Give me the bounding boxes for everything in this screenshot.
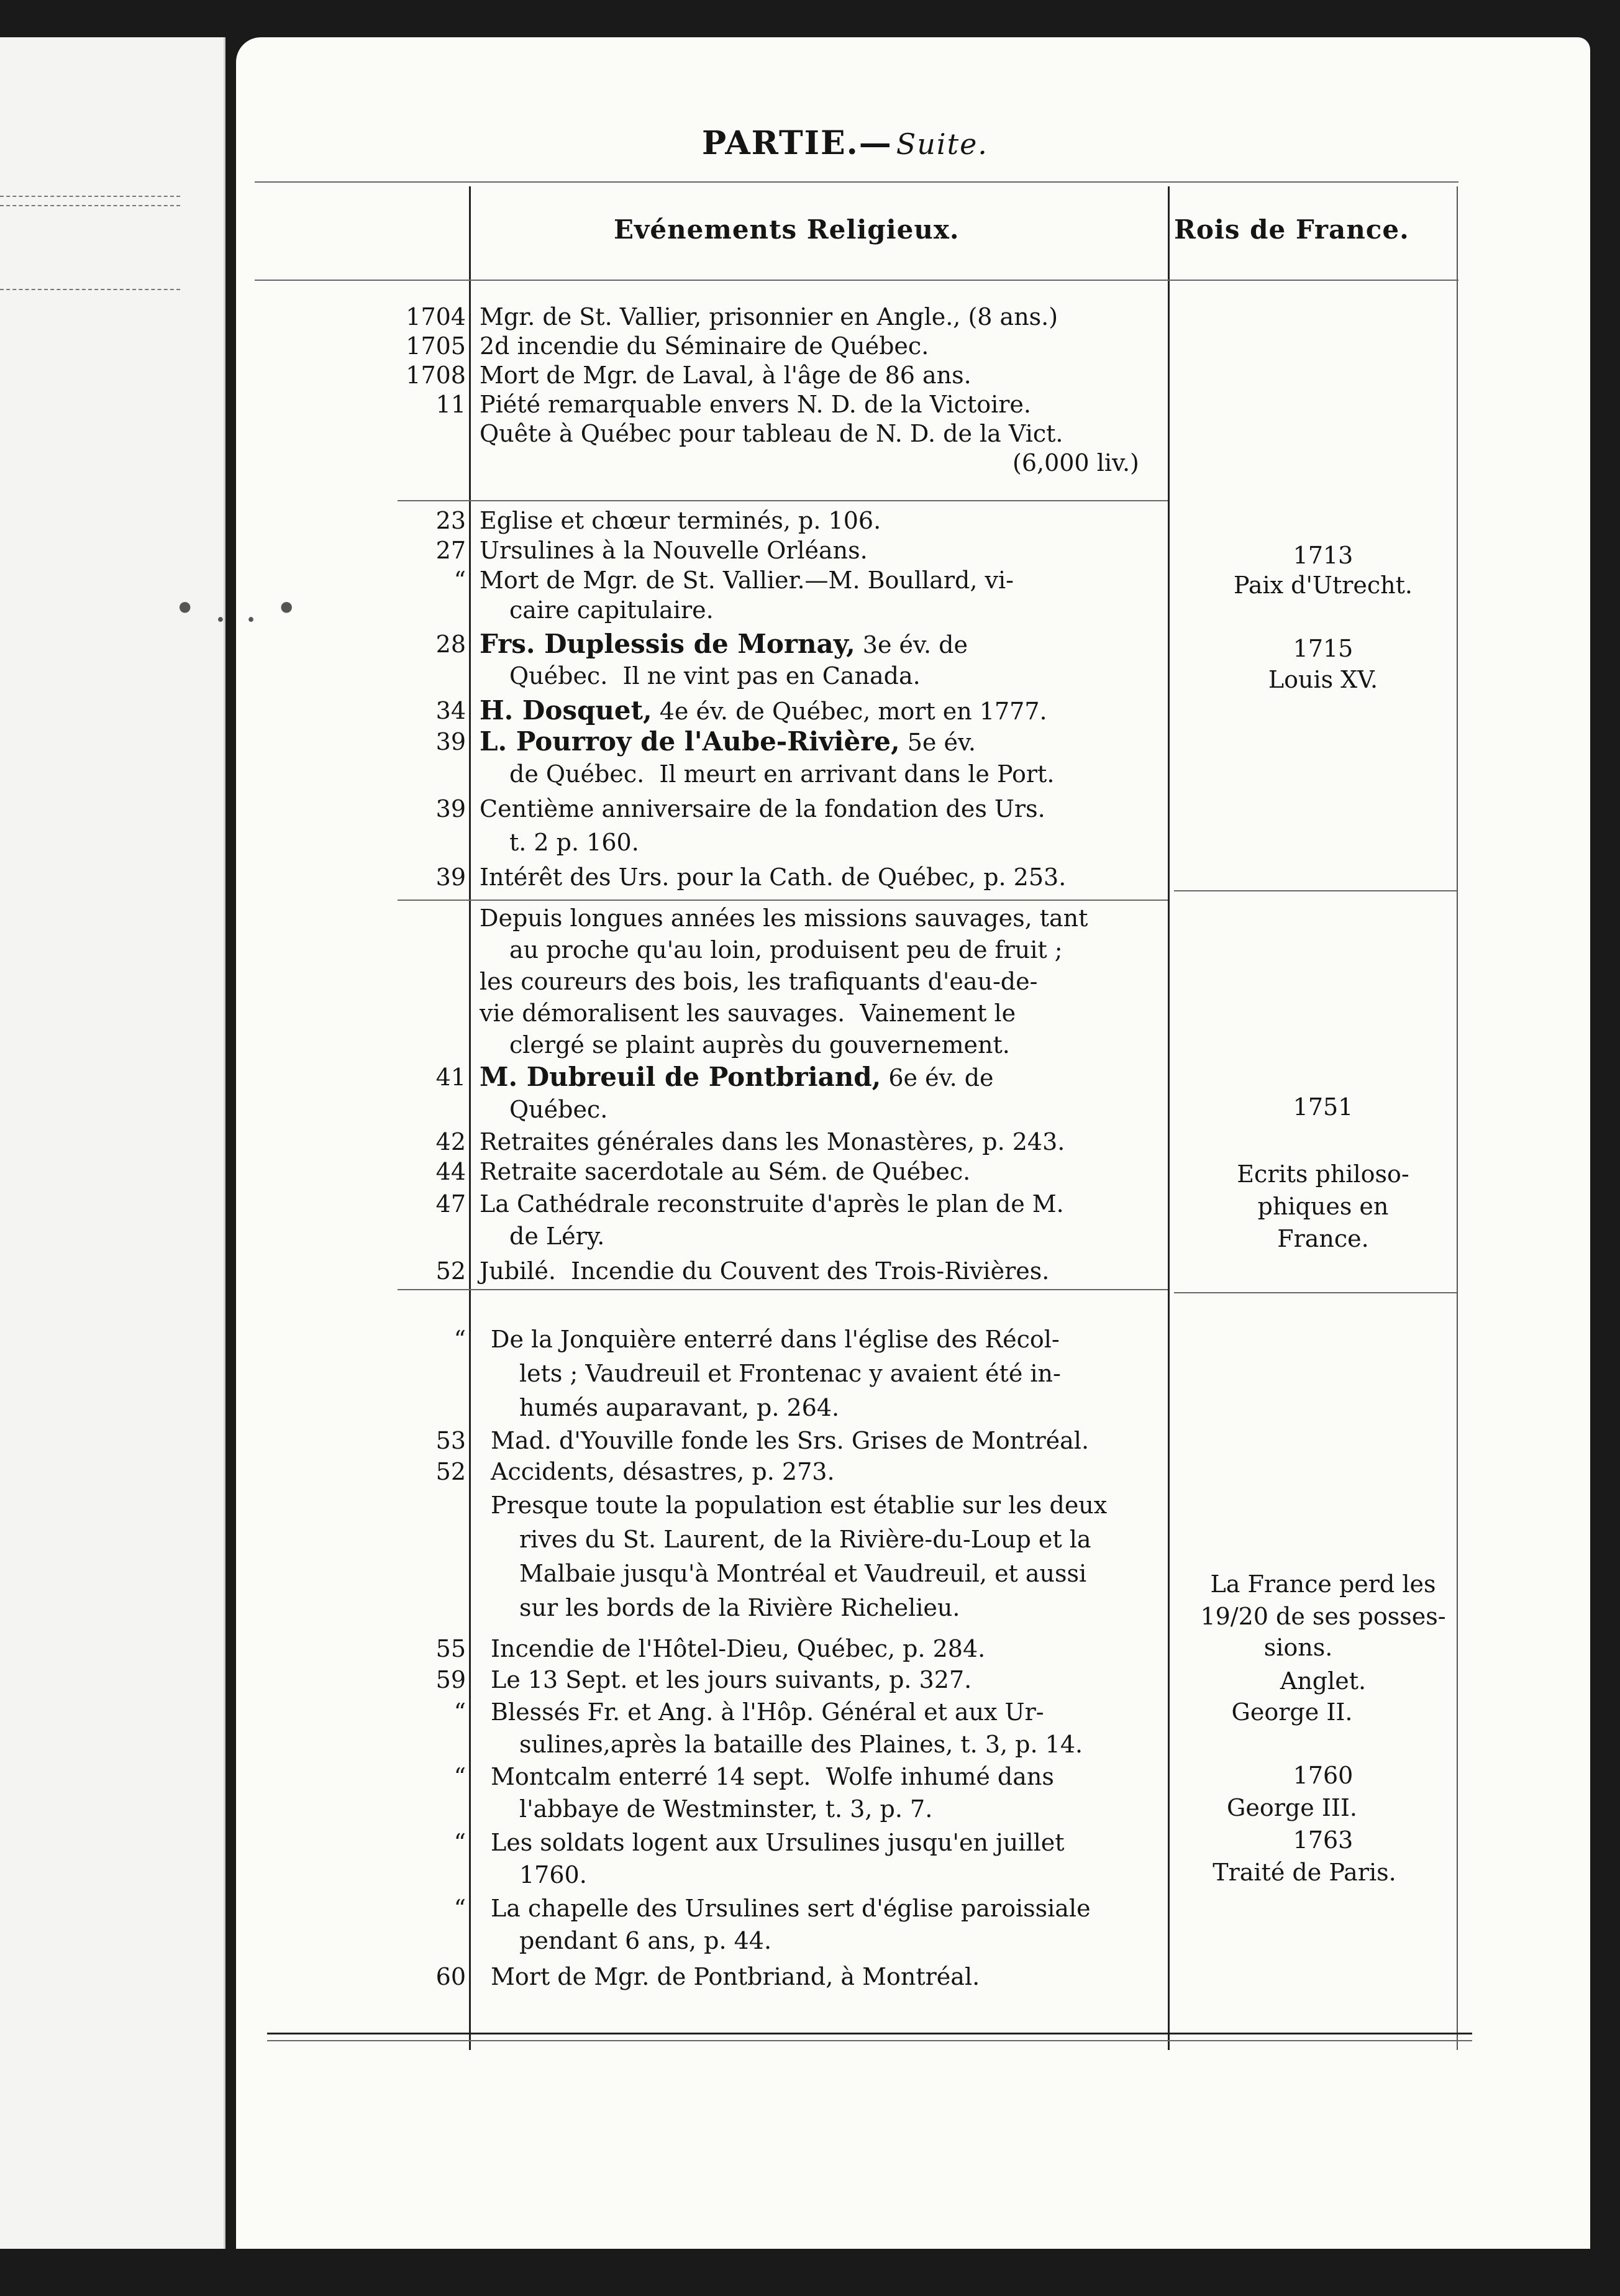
king-entry: 1760 [1293, 1762, 1354, 1789]
event-line: La Cathédrale reconstruite d'après le plan de M. [480, 1190, 1064, 1218]
bottom-rule [267, 2033, 1472, 2034]
year: “ [453, 1698, 466, 1726]
event-line: Le 13 Sept. et les jours suivants, p. 327. [491, 1666, 972, 1693]
column-divider [469, 186, 471, 2050]
ink-specks: •..• [174, 587, 316, 631]
year: 41 [435, 1064, 466, 1091]
event-line: Depuis longues années les missions sauvages, tant [480, 904, 1088, 932]
event-line: Blessés Fr. et Ang. à l'Hôp. Général et aux Ur- [491, 1698, 1044, 1726]
event-line: Québec. Il ne vint pas en Canada. [509, 662, 921, 690]
event-line: Montcalm enterré 14 sept. Wolfe inhumé dans [491, 1763, 1054, 1790]
event-line: Incendie de l'Hôtel-Dieu, Québec, p. 284. [491, 1635, 986, 1662]
kings-column-header: Rois de France. [1174, 214, 1409, 245]
year: 60 [435, 1963, 466, 1990]
year: 11 [435, 391, 466, 418]
event-text: 5e év. [899, 729, 976, 756]
year: 23 [435, 507, 466, 534]
event-line: Québec. [509, 1096, 608, 1123]
year: 59 [435, 1666, 466, 1693]
title-text: PARTIE.— [702, 124, 893, 162]
year: 34 [435, 697, 466, 724]
top-rule [255, 181, 1458, 183]
title-suite: Suite. [896, 127, 988, 161]
king-entry: Ecrits philoso- [1237, 1160, 1409, 1188]
event-line: au proche qu'au loin, produisent peu de fruit ; [509, 936, 1063, 964]
king-entry: Louis XV. [1268, 666, 1378, 693]
event-line: l'abbaye de Westminster, t. 3, p. 7. [519, 1795, 933, 1823]
event-line: Les soldats logent aux Ursulines jusqu'en juillet [491, 1829, 1065, 1856]
king-entry: France. [1277, 1225, 1369, 1252]
event-line: Intérêt des Urs. pour la Cath. de Québec, p. 253. [480, 863, 1067, 891]
year: 55 [435, 1635, 466, 1662]
king-entry: 19/20 de ses posses- [1200, 1603, 1446, 1630]
king-entry: Paix d'Utrecht. [1233, 572, 1413, 599]
king-entry: phiques en [1257, 1193, 1389, 1220]
king-entry: George II. [1231, 1698, 1353, 1726]
event-text: 3e év. de [855, 631, 968, 658]
divider [0, 196, 180, 197]
event-line [480, 728, 976, 756]
year: 27 [435, 537, 466, 564]
bishop-name: Frs. Duplessis de Mornay, [480, 629, 855, 659]
bishop-name: H. Dosquet, [480, 695, 652, 726]
event-line: Retraites générales dans les Monastères, p. 243. [480, 1128, 1065, 1155]
event-line: Accidents, désastres, p. 273. [491, 1458, 835, 1485]
year: 39 [435, 728, 466, 755]
event-line: Presque toute la population est établie sur les deux [491, 1492, 1108, 1519]
event-line: sur les bords de la Rivière Richelieu. [519, 1594, 960, 1621]
event-line: Malbaie jusqu'à Montréal et Vaudreuil, et aussi [519, 1560, 1087, 1587]
event-line [480, 697, 1047, 725]
event-line: de Léry. [509, 1223, 605, 1250]
event-line: t. 2 p. 160. [509, 829, 639, 856]
king-entry: George III. [1227, 1794, 1357, 1821]
year: 1704 [406, 303, 466, 330]
page-title [702, 124, 988, 162]
event-text: 4e év. de Québec, mort en 1777. [652, 698, 1047, 725]
section-rule [1174, 890, 1457, 891]
event-text: 6e év. de [881, 1064, 994, 1091]
year: 42 [435, 1128, 466, 1155]
king-entry: 1763 [1293, 1826, 1354, 1854]
bottom-rule [267, 2040, 1472, 2041]
event-line: les coureurs des bois, les trafiquants d'eau-de- [480, 968, 1038, 995]
event-line: (6,000 liv.) [1012, 449, 1139, 476]
event-line: La chapelle des Ursulines sert d'église paroissiale [491, 1895, 1091, 1922]
event-line: 2d incendie du Séminaire de Québec. [480, 332, 929, 360]
event-line: clergé se plaint auprès du gouvernement. [509, 1031, 1010, 1059]
king-entry: Traité de Paris. [1213, 1859, 1396, 1886]
year: 47 [435, 1190, 466, 1218]
year: 28 [435, 631, 466, 658]
year: “ [453, 1326, 466, 1353]
column-divider [1168, 186, 1170, 2050]
section-rule [398, 1289, 1168, 1290]
event-line: Mgr. de St. Vallier, prisonnier en Angle., (8 ans.) [480, 303, 1058, 330]
year: “ [453, 567, 466, 594]
year: 52 [435, 1257, 466, 1285]
king-entry: Anglet. [1280, 1667, 1367, 1695]
year: 1708 [406, 362, 466, 389]
year: “ [453, 1763, 466, 1790]
event-line: Mad. d'Youville fonde les Srs. Grises de Montréal. [491, 1427, 1090, 1454]
year: 39 [435, 863, 466, 891]
event-line: Jubilé. Incendie du Couvent des Trois-Rivières. [480, 1257, 1050, 1285]
bishop-name: M. Dubreuil de Pontbriand, [480, 1062, 881, 1092]
year: “ [453, 1895, 466, 1922]
event-line: Mort de Mgr. de Pontbriand, à Montréal. [491, 1963, 980, 1990]
event-line: rives du St. Laurent, de la Rivière-du-Loup et la [519, 1526, 1091, 1553]
event-line: Eglise et chœur terminés, p. 106. [480, 507, 881, 534]
event-line: Piété remarquable envers N. D. de la Victoire. [480, 391, 1031, 418]
king-entry: La France perd les [1210, 1570, 1436, 1598]
king-entry: sions. [1263, 1634, 1333, 1661]
year: 44 [435, 1158, 466, 1185]
year: 1705 [406, 332, 466, 360]
section-rule [398, 900, 1168, 901]
king-entry: 1751 [1293, 1093, 1354, 1121]
event-line: vie démoralisent les sauvages. Vainement le [480, 1000, 1016, 1027]
event-line: lets ; Vaudreuil et Frontenac y avaient été in- [519, 1360, 1061, 1387]
event-line: Ursulines à la Nouvelle Orléans. [480, 537, 868, 564]
event-line [480, 1064, 994, 1091]
year: “ [453, 1829, 466, 1856]
year: 53 [435, 1427, 466, 1454]
event-line: Centième anniversaire de la fondation des Urs. [480, 795, 1045, 822]
event-line: Mort de Mgr. de Laval, à l'âge de 86 ans. [480, 362, 972, 389]
event-line: pendant 6 ans, p. 44. [519, 1927, 772, 1954]
year: 52 [435, 1458, 466, 1485]
event-line: Quête à Québec pour tableau de N. D. de la Vict. [480, 420, 1063, 447]
year: 39 [435, 795, 466, 822]
event-line: 1760. [519, 1861, 587, 1888]
section-rule [1174, 1292, 1457, 1293]
event-line: De la Jonquière enterré dans l'église des Récol- [491, 1326, 1060, 1353]
divider [0, 205, 180, 206]
bishop-name: L. Pourroy de l'Aube-Rivière, [480, 726, 900, 757]
event-line: Retraite sacerdotale au Sém. de Québec. [480, 1158, 971, 1185]
previous-page-edge [0, 37, 225, 2249]
event-line [480, 631, 968, 658]
event-line: caire capitulaire. [509, 596, 714, 624]
events-column-header: Evénements Religieux. [614, 214, 960, 245]
king-entry: 1713 [1293, 542, 1354, 569]
event-line: Mort de Mgr. de St. Vallier.—M. Boullard, vi- [480, 567, 1014, 594]
king-entry: 1715 [1293, 635, 1354, 662]
event-line: humés auparavant, p. 264. [519, 1394, 840, 1421]
divider [0, 289, 180, 290]
event-line: sulines,après la bataille des Plaines, t. 3, p. 14. [519, 1731, 1083, 1758]
header-rule [255, 280, 1458, 281]
section-rule [398, 500, 1168, 501]
event-line: de Québec. Il meurt en arrivant dans le Port. [509, 760, 1055, 788]
